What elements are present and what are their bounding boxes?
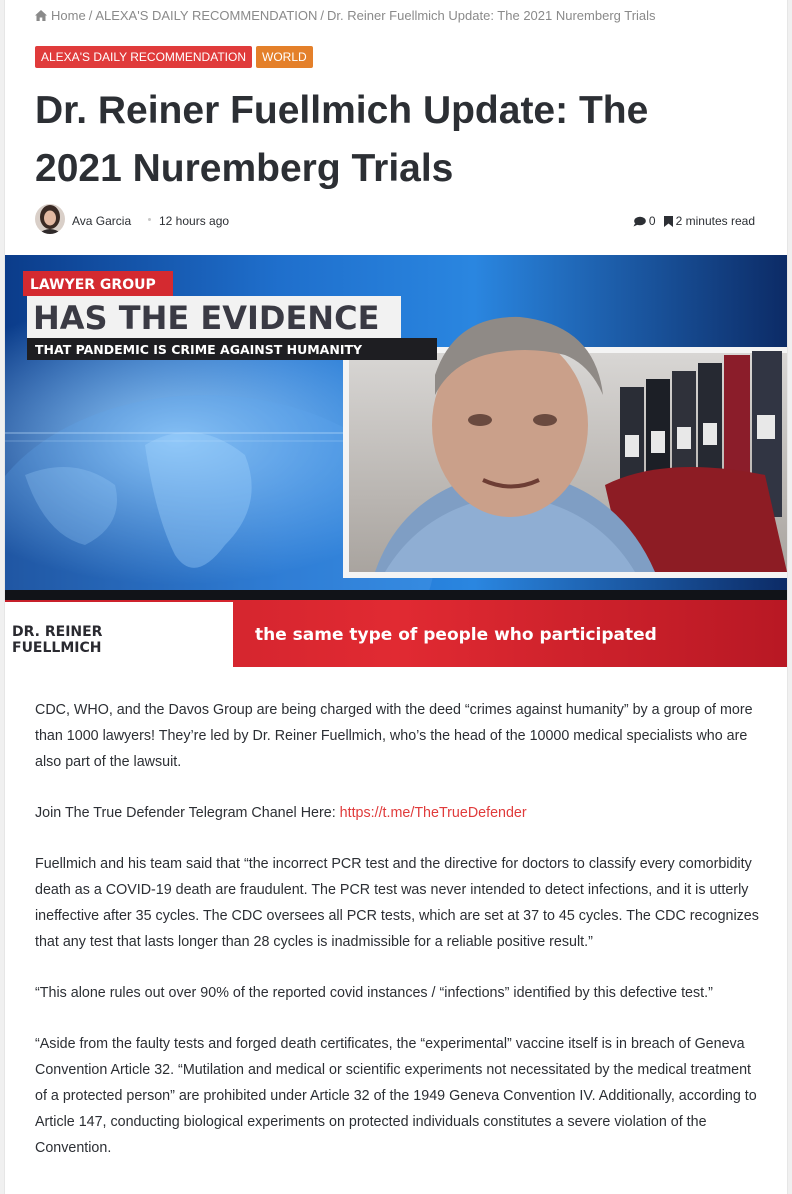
comment-icon [633,216,646,227]
read-time: 2 minutes read [675,214,755,228]
paragraph-telegram [35,800,760,826]
author-name[interactable]: Ava Garcia [72,214,132,228]
hero-label-top: LAWYER GROUP [30,277,156,293]
category-tags [35,46,313,68]
meta-separator-dot [148,218,151,221]
category-tag-daily-recommendation[interactable]: ALEXA'S DAILY RECOMMENDATION [35,46,252,68]
breadcrumb-separator: / [88,8,93,23]
bookmark-icon [664,216,673,227]
comments-count[interactable]: 0 [648,214,656,228]
telegram-text: Join The True Defender Telegram Chanel Here: [35,805,340,821]
breadcrumb-category-link[interactable]: ALEXA'S DAILY RECOMMENDATION [95,8,318,23]
hero-name-line2: FUELLMICH [12,640,102,656]
paragraph: CDC, WHO, and the Davos Group are being charged with the deed “crimes against humanity” by a group of more than 1000 lawyers! They’re led by Dr. Reiner Fuellmich, who’s the head of the 10000 medical specialists who are also part of the lawsuit. [35,702,753,770]
paragraph: Fuellmich and his team said that “the incorrect PCR test and the directive for doctors to classify every comorbidity death as a COVID-19 death are fraudulent. The PCR test was never intended to detect infections, and it is utterly ineffective after 35 cycles. The CDC oversees all PCR tests, which are set at 37 to 45 cycles. The CDC recognizes that any test that lasts longer than 28 cycles is inadmissible for a reliable positive result.” [35,856,759,950]
meta-stats [633,214,755,228]
telegram-link[interactable]: https://t.me/TheTrueDefender [339,805,527,821]
paragraph: “Aside from the faulty tests and forged death certificates, the “experimental” vaccine itself is in breach of Geneva Convention Article 32. “Mutilation and medical or scientific experiments not necessitated by the medical treatment of a protected person” are prohibited under Article 32 of the 1949 Geneva Convention IV. Additionally, according to Article 147, conducting biological experiments on protected individuals constitutes a severe violation of the Convention. [35,1036,757,1156]
article-card [4,0,788,1194]
author-avatar[interactable] [35,204,65,234]
featured-image[interactable] [5,255,787,667]
post-meta [35,204,755,236]
breadcrumb-home-link[interactable]: Home [51,8,86,23]
article-title: Dr. Reiner Fuellmich Update: The 2021 Nuremberg Trials [35,89,649,190]
hero-caption: the same type of people who participated [255,625,657,645]
hero-subline: THAT PANDEMIC IS CRIME AGAINST HUMANITY [35,342,363,357]
post-date: 12 hours ago [159,214,230,228]
article-body [35,697,760,1186]
hero-name-line1: DR. REINER [12,624,103,640]
home-icon [35,10,47,21]
breadcrumb [35,8,656,23]
breadcrumb-separator: / [320,8,325,23]
hero-headline: HAS THE EVIDENCE [33,299,380,337]
category-tag-world[interactable]: WORLD [256,46,313,68]
breadcrumb-current: Dr. Reiner Fuellmich Update: The 2021 Nuremberg Trials [327,8,656,23]
paragraph: “This alone rules out over 90% of the reported covid instances / “infections” identified by this defective test.” [35,985,713,1001]
